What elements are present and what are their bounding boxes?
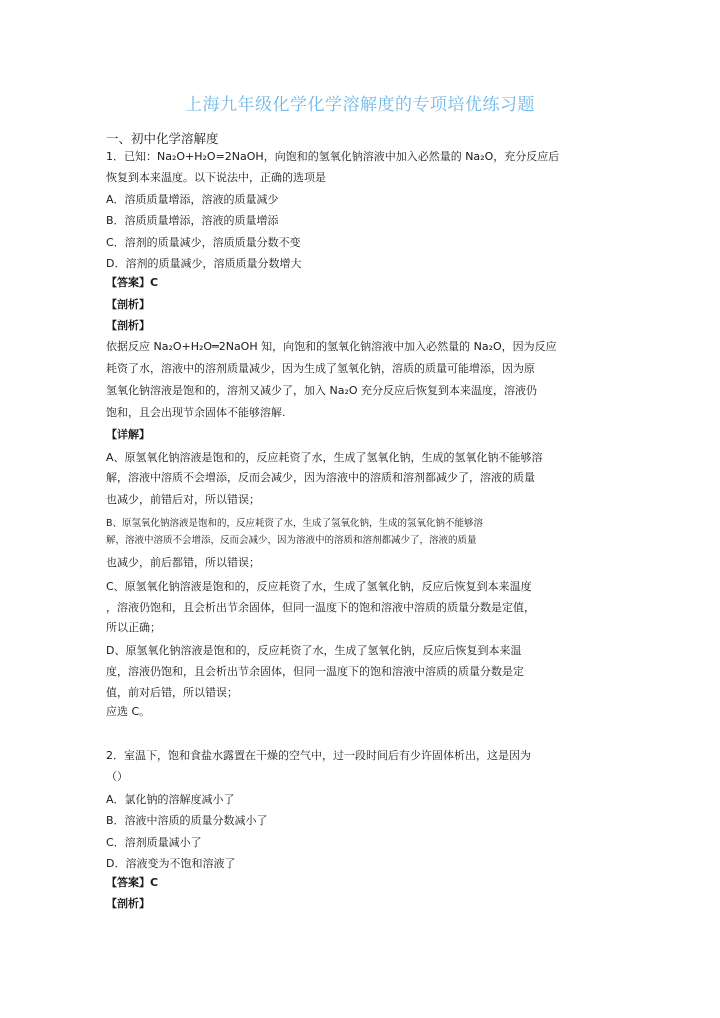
q1-detail-b-line-2: 解，溶液中溶质不会增添，反而会减少，因为溶液中的溶质和溶剂都减少了，溶液的质量 <box>106 535 477 546</box>
page-title: 上海九年级化学化学溶解度的专项培优练习题 <box>185 95 535 115</box>
q1-option-a: A．溶质质量增添，溶液的质量减少 <box>106 193 279 206</box>
q1-analysis-label-2: 【剖析】 <box>106 319 150 332</box>
q1-conclusion: 应选 C。 <box>106 705 151 718</box>
q1-detail-b-line-3: 也减少，前后都错，所以错误； <box>106 556 260 569</box>
q2-option-b: B．溶液中溶质的质量分数减小了 <box>106 814 268 827</box>
q1-analysis-line-2: 耗资了水，溶液中的溶剂质量减少，因为生成了氢氧化钠，溶质的质量可能增添，因为原 <box>106 362 535 375</box>
q1-option-d: D．溶剂的质量减少，溶质质量分数增大 <box>106 257 302 270</box>
q1-option-b: B．溶质质量增添，溶液的质量增添 <box>106 214 279 227</box>
q1-detail-d-line-3: 值，前对后错，所以错误； <box>106 686 238 699</box>
q1-answer: 【答案】C <box>106 276 159 289</box>
q1-detail-d-line-2: 度，溶液仍饱和，且会析出节余固体，但同一温度下的饱和溶液中溶质的质量分数是定 <box>106 665 524 678</box>
q1-detail-b-line-1: B、原氢氧化钠溶液是饱和的，反应耗资了水，生成了氢氧化钠，生成的氢氧化钠不能够溶 <box>106 518 484 529</box>
q1-analysis-line-1: 依据反应 Na₂O+H₂O═2NaOH 知，向饱和的氢氧化钠溶液中加入必然量的 Na₂O，因为反应 <box>106 340 557 353</box>
q1-option-c: C．溶剂的质量减少，溶质质量分数不变 <box>106 236 301 249</box>
q1-detail-a-line-2: 解，溶液中溶质不会增添，反而会减少，因为溶液中的溶质和溶剂都减少了，溶液的质量 <box>106 471 535 484</box>
q2-stem-line-2: （） <box>106 770 128 783</box>
q2-answer: 【答案】C <box>106 876 159 889</box>
q1-analysis-line-3: 氢氧化钠溶液是饱和的，溶剂又减少了，加入 Na₂O 充分反应后恢复到本来温度，溶液仍 <box>106 384 538 397</box>
q2-option-a: A．氯化钠的溶解度减小了 <box>106 793 235 806</box>
q1-detail-a-line-1: A、原氢氧化钠溶液是饱和的，反应耗资了水，生成了氢氧化钠，生成的氢氧化钠不能够溶 <box>106 451 543 464</box>
section-heading: 一、初中化学溶解度 <box>106 131 219 146</box>
q1-analysis-line-4: 饱和，且会出现节余固体不能够溶解. <box>106 406 286 419</box>
q1-stem-line-2: 恢复到本来温度。以下说法中，正确的选项是 <box>106 171 326 184</box>
q1-detail-c-line-1: C、原氢氧化钠溶液是饱和的，反应耗资了水，生成了氢氧化钠，反应后恢复到本来温度 <box>106 580 532 593</box>
q1-analysis-label-1: 【剖析】 <box>106 298 150 311</box>
q2-stem-line-1: 2．室温下，饱和食盐水露置在干燥的空气中，过一段时间后有少许固体析出，这是因为 <box>106 749 531 762</box>
q1-stem-line-1: 1．已知：Na₂O+H₂O=2NaOH，向饱和的氢氧化钠溶液中加入必然量的 Na₂O，充分反应后 <box>106 150 560 163</box>
q1-detail-a-line-3: 也减少，前错后对，所以错误； <box>106 493 260 506</box>
q1-detail-label: 【详解】 <box>106 428 150 441</box>
q1-detail-c-line-2: ，溶液仍饱和，且会析出节余固体，但同一温度下的饱和溶液中溶质的质量分数是定值， <box>106 601 535 614</box>
q1-detail-c-line-3: 所以正确； <box>106 621 161 634</box>
q2-option-c: C．溶剂质量减小了 <box>106 836 202 849</box>
q2-analysis-label: 【剖析】 <box>106 897 150 910</box>
q2-option-d: D．溶液变为不饱和溶液了 <box>106 857 236 870</box>
q1-detail-d-line-1: D、原氢氧化钠溶液是饱和的，反应耗资了水，生成了氢氧化钠，反应后恢复到本来温 <box>106 644 522 657</box>
